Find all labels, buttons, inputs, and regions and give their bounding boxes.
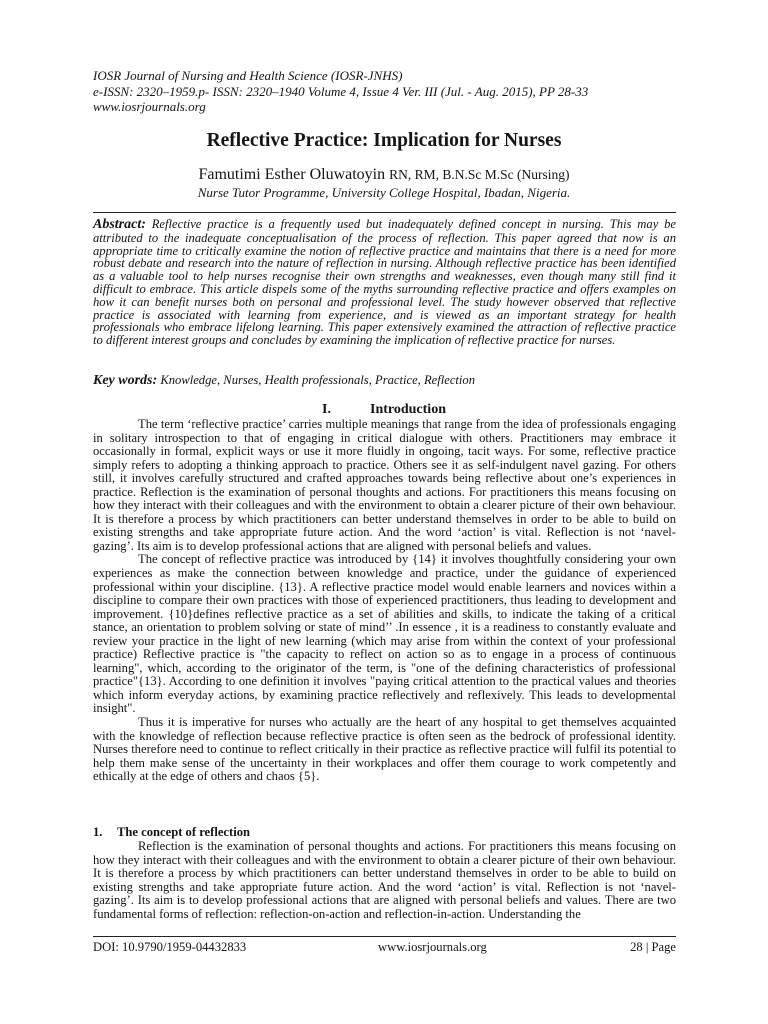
paragraph: Reflection is the examination of personal thoughts and actions. For practitioners this means focusing on how they interact with their colleagues and with the environment to obtain a clearer picture of their own behaviour. It is therefore a process by which practitioners can better understand themselves in order to be able to build on existing strengths and take appropriate future action. And the word ‘action’ is vital. Reflection is not ‘navel-gazing’. Its aim is to develop professional actions that are aligned with personal beliefs and values. There are two fundamental forms of reflection: reflection-on-action and reflection-in-action. Understanding the	[93, 839, 676, 921]
paper-title: Reflective Practice: Implication for Nurses	[206, 130, 562, 151]
section-title: Introduction	[370, 402, 446, 417]
abstract-text: Reflective practice is a frequently used but inadequately defined concept in nursing. This may be attributed to the inadequate conceptualisation of the process of reflection. This paper agreed that now is an appropriate time to critically examine the notion of reflective practice and maintains that there is a need for more robust debate and research into the nature of reflection in nursing. Although reflective practice has been identified as a valuable tool to help nurses recognise their own strengths and weaknesses, even though many still find it difficult to embrace. This article dispels some of the myths surrounding reflective practice and offers examples on how it can benefit nurses both on personal and professional level. The study however observed that reflective practice is associated with learning from experience, and is viewed as an important strategy for health professionals who embrace lifelong learning. This paper extensively examined the attraction of reflective practice to different interest groups and concludes by examining the implication of reflective practice for nurses.	[93, 217, 677, 348]
journal-header	[93, 68, 683, 115]
section-number: I.	[322, 402, 331, 417]
keywords-label: Key words:	[93, 373, 158, 388]
keywords-text: Knowledge, Nurses, Health professionals, Practice, Reflection	[160, 373, 476, 387]
paragraph: The concept of reflective practice was introduced by {14} it involves thoughtfully considering your own experiences as make the connection between knowledge and practice, under the guidance of experienced professional within your discipline. {13}. A reflective practice model would enable learners and novices within a discipline to compare their own practices with those of experienced practitioners, thus leading to development and improvement. {10}defines reflective practice as a set of abilities and skills, to indicate the taking of a critical stance, an orientation to problem solving or state of mind’’ .In essence , it is a readiness to constantly evaluate and review your practice in the light of new learning (which may arise from within the context of your professional practice) Reflective practice is "the capacity to reflect on action so as to engage in a process of continuous learning", which, according to the originator of the term, is "one of the defining characteristics of professional practice"{13}. According to one definition it involves "paying critical attention to the practical values and theories which inform everyday actions, by examining practice reflectively and reflexively. This leads to developmental insight".	[93, 552, 676, 716]
abstract-top-rule	[93, 212, 676, 213]
author-line	[0, 166, 768, 184]
footer-doi: DOI: 10.9790/1959-04432833	[93, 940, 247, 954]
paragraph: The term ‘reflective practice’ carries multiple meanings that range from the idea of professionals engaging in solitary introspection to that of engaging in critical dialogue with others. Practitioners may embrace it occasionally in formal, explicit ways or use it more fluidly in ongoing, tacit ways. For some, reflective practice simply refers to adopting a thinking approach to practice. Others see it as self-indulgent navel gazing. For others still, it involves carefully structured and crafted approaches towards being reflective about one’s experiences in practice. Reflection is the examination of personal thoughts and actions. For practitioners this means focusing on how they interact with their colleagues and with the environment to obtain a clearer picture of their own behaviour. It is therefore a process by which practitioners can better understand themselves in order to be able to build on existing strengths and take appropriate future action. And the word ‘action’ is vital. Reflection is not ‘navel-gazing’. Its aim is to develop professional actions that are aligned with personal beliefs and values.	[93, 417, 676, 553]
author-qualifications: RN, RM, B.N.Sc M.Sc (Nursing)	[389, 167, 570, 182]
subsection-heading-concept-of-reflection	[93, 825, 250, 840]
author-affiliation: Nurse Tutor Programme, University College Hospital, Ibadan, Nigeria.	[197, 185, 571, 200]
subsection-number: 1.	[93, 825, 103, 839]
concept-of-reflection-body	[93, 840, 676, 921]
journal-website[interactable]: www.iosrjournals.org	[93, 99, 206, 114]
abstract	[93, 218, 676, 347]
introduction-body	[93, 418, 676, 784]
paragraph: Thus it is imperative for nurses who actually are the heart of any hospital to get themselves acquainted with the knowledge of reflection because reflective practice is often seen as the bedrock of professional identity. Nurses therefore need to continue to reflect critically in their practice as reflective practice will fulfil its potential to help them make sense of the uncertainty in their workplaces and offer them courage to work competently and ethically at the edge of others and chaos {5}.	[93, 715, 676, 784]
journal-name: IOSR Journal of Nursing and Health Science (IOSR-JNHS)	[93, 68, 403, 83]
footer-page-number: 28 | Page	[630, 940, 676, 954]
author-name: Famutimi Esther Oluwatoyin	[198, 166, 386, 183]
footer-rule	[93, 936, 676, 937]
subsection-title: The concept of reflection	[117, 825, 251, 839]
section-heading-introduction	[0, 402, 768, 418]
journal-issn: e-ISSN: 2320–1959.p- ISSN: 2320–1940 Volume 4, Issue 4 Ver. III (Jul. - Aug. 2015), PP 28-33	[93, 83, 589, 99]
footer-website[interactable]: www.iosrjournals.org	[378, 940, 487, 954]
keywords	[93, 373, 676, 389]
abstract-label: Abstract:	[93, 217, 146, 232]
